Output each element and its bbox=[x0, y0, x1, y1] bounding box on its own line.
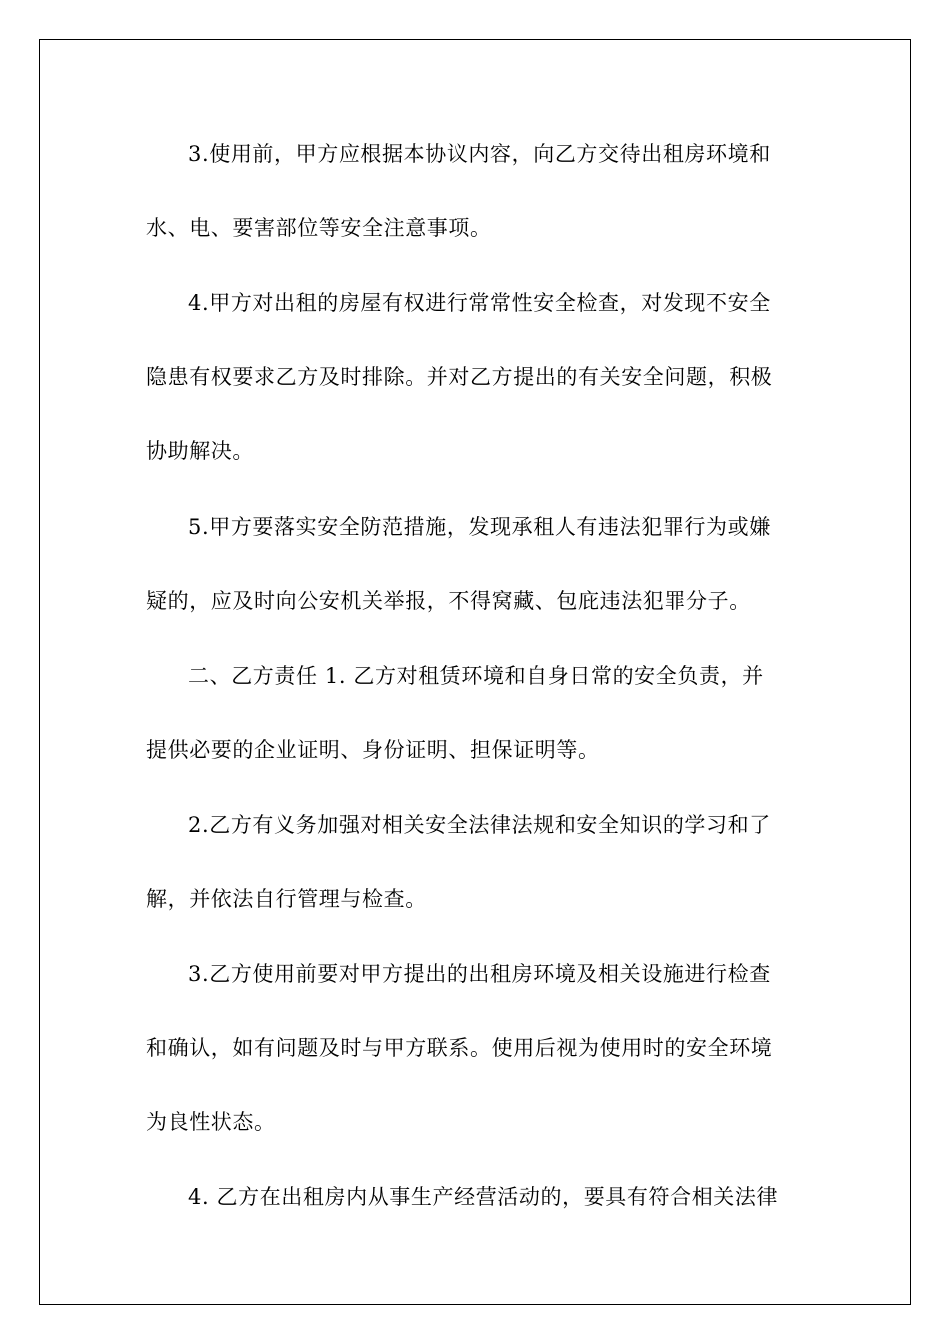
text-line: 疑的，应及时向公安机关举报，不得窝藏、包庇违法犯罪分子。 bbox=[146, 589, 751, 613]
text-line: 解，并依法自行管理与检查。 bbox=[146, 887, 427, 911]
text-line: 协助解决。 bbox=[146, 439, 254, 463]
text-line: 和确认，如有问题及时与甲方联系。使用后视为使用时的安全环境 bbox=[146, 1036, 773, 1060]
text-line: 4. 乙方在出租房内从事生产经营活动的，要具有符合相关法律 bbox=[188, 1185, 779, 1209]
text-line: 3.使用前，甲方应根据本协议内容，向乙方交待出租房环境和 bbox=[188, 142, 771, 166]
text-line: 水、电、要害部位等安全注意事项。 bbox=[146, 216, 492, 240]
text-line: 为良性状态。 bbox=[146, 1110, 276, 1134]
text-line: 隐患有权要求乙方及时排除。并对乙方提出的有关安全问题，积极 bbox=[146, 365, 773, 389]
text-line: 3.乙方使用前要对甲方提出的出租房环境及相关设施进行检查 bbox=[188, 962, 771, 986]
text-line: 2.乙方有义务加强对相关安全法律法规和安全知识的学习和了 bbox=[188, 813, 771, 837]
text-line: 4.甲方对出租的房屋有权进行常常性安全检查，对发现不安全 bbox=[188, 291, 771, 315]
text-line: 5.甲方要落实安全防范措施，发现承租人有违法犯罪行为或嫌 bbox=[188, 515, 771, 539]
text-line: 二、乙方责任 1. 乙方对租赁环境和自身日常的安全负责，并 bbox=[188, 664, 764, 688]
text-line: 提供必要的企业证明、身份证明、担保证明等。 bbox=[146, 738, 600, 762]
